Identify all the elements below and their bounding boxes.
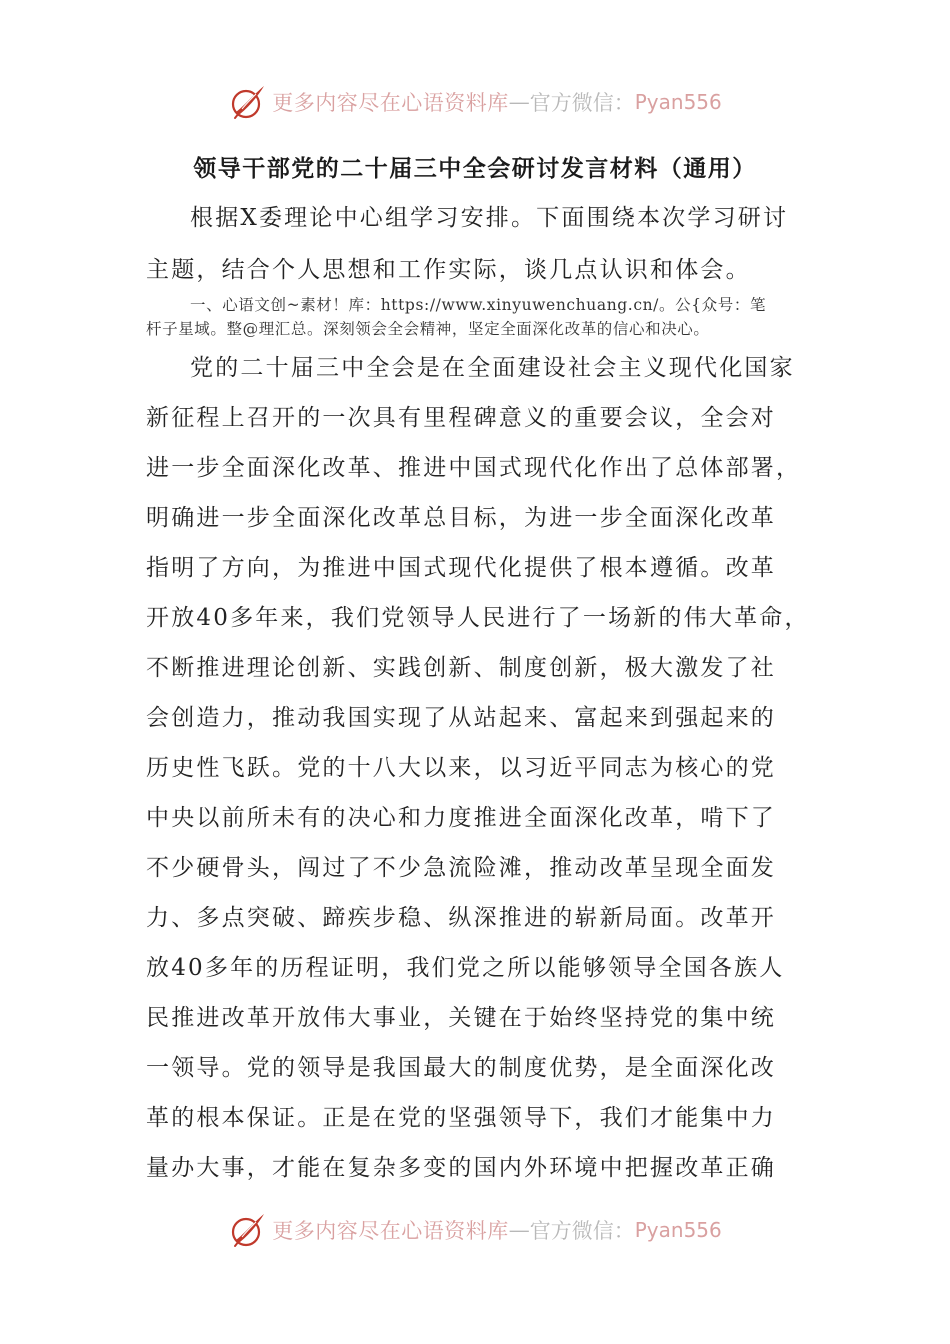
banner-slogan: 更多内容尽在心语资料库 <box>272 1219 509 1243</box>
quill-pen-logo-icon <box>228 1210 268 1250</box>
body-line: 进一步全面深化改革、推进中国式现代化作出了总体部署， <box>146 455 802 481</box>
quill-pen-logo-icon <box>228 82 268 122</box>
intro-line: 主题，结合个人思想和工作实际，谈几点认识和体会。 <box>146 257 751 283</box>
body-line: 党的二十届三中全会是在全面建设社会主义现代化国家 <box>190 355 795 381</box>
body-line: 新征程上召开的一次具有里程碑意义的重要会议，全会对 <box>146 405 776 431</box>
body-line: 历史性飞跃。党的十八大以来，以习近平同志为核心的党 <box>146 755 776 781</box>
document-title: 领导干部党的二十届三中全会研讨发言材料（通用） <box>193 156 757 182</box>
footer-banner <box>0 1208 950 1252</box>
banner-wechat-label: 官方微信： <box>529 1219 635 1243</box>
banner-dash: — <box>508 1218 530 1242</box>
body-line: 不少硬骨头，闯过了不少急流险滩，推动改革呈现全面发 <box>146 855 776 881</box>
body-line: 量办大事，才能在复杂多变的国内外环境中把握改革正确 <box>146 1155 776 1181</box>
body-line: 不断推进理论创新、实践创新、制度创新，极大激发了社 <box>146 655 776 681</box>
header-banner <box>0 80 950 124</box>
banner-slogan: 更多内容尽在心语资料库 <box>272 91 509 115</box>
banner-wechat-id: Pyan556 <box>634 90 722 114</box>
banner-wechat-id: Pyan556 <box>634 1218 722 1242</box>
body-line: 会创造力，推动我国实现了从站起来、富起来到强起来的 <box>146 705 776 731</box>
body-line: 明确进一步全面深化改革总目标，为进一步全面深化改革 <box>146 505 776 531</box>
body-line: 指明了方向，为推进中国式现代化提供了根本遵循。改革 <box>146 555 776 581</box>
body-line: 开放40多年来，我们党领导人民进行了一场新的伟大革命， <box>146 605 810 631</box>
ad-line: 杆子星域。整@理汇总。深刻领会全会精神，坚定全面深化改革的信心和决心。 <box>146 320 710 338</box>
body-line: 放40多年的历程证明，我们党之所以能够领导全国各族人 <box>146 955 785 981</box>
banner-wechat-label: 官方微信： <box>529 91 635 115</box>
body-line: 民推进改革开放伟大事业，关键在于始终坚持党的集中统 <box>146 1005 776 1031</box>
body-line: 一领导。党的领导是我国最大的制度优势，是全面深化改 <box>146 1055 776 1081</box>
body-line: 中央以前所未有的决心和力度推进全面深化改革，啃下了 <box>146 805 776 831</box>
intro-line: 根据X委理论中心组学习安排。下面围绕本次学习研讨 <box>190 205 789 231</box>
banner-dash: — <box>508 90 530 114</box>
body-line: 革的根本保证。正是在党的坚强领导下，我们才能集中力 <box>146 1105 776 1131</box>
ad-line: 一、心语文创~素材！库：https://www.xinyuwenchuang.cn/。公{众号：笔 <box>190 296 767 314</box>
body-line: 力、多点突破、蹄疾步稳、纵深推进的崭新局面。改革开 <box>146 905 776 931</box>
